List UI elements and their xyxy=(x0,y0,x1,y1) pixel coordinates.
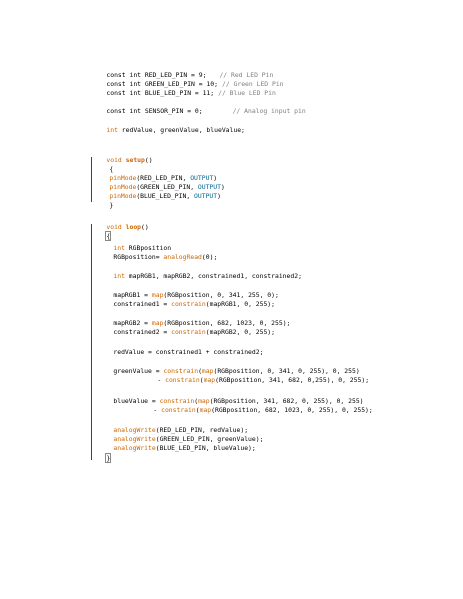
code-line-declare-values xyxy=(91,118,245,134)
code-function: constrain xyxy=(171,300,206,308)
code-keyword: int xyxy=(106,126,118,134)
code-line-red-pin xyxy=(91,63,274,79)
code-text: (0); xyxy=(201,253,218,261)
code-line-map-rgb2 xyxy=(98,311,291,327)
code-line-map-rgb1 xyxy=(98,283,279,299)
code-text: (RGBposition, 341, 682, 0,255), 0, 255); xyxy=(215,376,370,384)
code-function: analogWrite xyxy=(113,435,156,443)
code-line-red-value xyxy=(98,340,264,356)
code-line-green-value-cont xyxy=(142,368,370,384)
code-text: (BLUE_LED_PIN, xyxy=(136,192,195,200)
code-line-setup-open xyxy=(94,157,114,173)
code-text: - xyxy=(153,406,162,414)
code-text: (RGBposition, 0, 341, 255, 0); xyxy=(163,291,279,299)
code-line-green-value xyxy=(98,359,360,375)
code-line-declare-maps xyxy=(98,264,302,280)
code-function: analogRead xyxy=(163,253,202,261)
code-function: pinMode xyxy=(109,174,137,182)
code-text: ) xyxy=(220,183,225,191)
block-bracket-line xyxy=(91,224,92,460)
code-text: (RGBposition, 0, 341, 0, 255), 0, 255) xyxy=(213,367,360,375)
code-text: greenValue = xyxy=(113,367,164,375)
code-line-blue-pin xyxy=(91,81,276,97)
code-text: (GREEN_LED_PIN, greenValue); xyxy=(155,435,264,443)
code-function: constrain xyxy=(165,376,200,384)
code-text: RGBposition xyxy=(124,244,172,252)
code-text: - xyxy=(157,376,166,384)
code-line-pinmode-red xyxy=(94,166,218,182)
code-keyword: int xyxy=(113,272,125,280)
code-text: (mapRGB2, 0, 255); xyxy=(205,328,276,336)
code-text: RGBposition= xyxy=(113,253,164,261)
code-text: ) xyxy=(213,174,218,182)
code-function: constrain xyxy=(171,328,206,336)
code-function: pinMode xyxy=(109,183,137,191)
code-keyword: void xyxy=(106,223,122,231)
code-line-constrain-2 xyxy=(98,320,276,336)
code-text: ( xyxy=(194,397,199,405)
code-comment: // Red LED Pin xyxy=(219,71,274,79)
code-text: const int BLUE_LED_PIN = 11; xyxy=(106,89,215,97)
code-function: map xyxy=(199,406,212,414)
code-function: map xyxy=(198,397,210,405)
code-text: redValue, greenValue, blueValue; xyxy=(117,126,245,134)
code-text: redValue = constrained1 + constrained2; xyxy=(113,348,264,356)
code-text: ( xyxy=(198,367,202,375)
code-line-green-pin xyxy=(91,72,284,88)
code-line-blue-value xyxy=(98,389,364,405)
code-constant: OUTPUT xyxy=(197,183,221,191)
code-text: () xyxy=(141,223,149,231)
code-function: map xyxy=(151,291,164,299)
code-text: (RGBposition, 682, 1023, 0, 255), 0, 255); xyxy=(211,406,373,414)
code-text: mapRGB1 = xyxy=(113,291,152,299)
code-text: (BLUE_LED_PIN, blueValue); xyxy=(155,444,256,452)
code-function: map xyxy=(203,376,216,384)
code-function: constrain xyxy=(163,367,199,375)
code-text: ) xyxy=(217,192,221,200)
code-comment: // Blue LED Pin xyxy=(218,89,276,97)
code-function-name: setup xyxy=(125,156,145,164)
code-line-pinmode-green xyxy=(94,175,225,191)
code-line-loop-signature xyxy=(91,215,149,231)
code-text: () xyxy=(144,156,153,164)
code-function: constrain xyxy=(161,406,196,414)
code-line-blue-value-cont xyxy=(138,398,373,414)
code-text: const int RED_LED_PIN = 9; xyxy=(106,71,207,79)
code-text: (RGBposition, 682, 1023, 0, 255); xyxy=(163,319,291,327)
code-comment: // Analog input pin xyxy=(232,107,306,115)
code-line-pinmode-blue xyxy=(94,184,221,200)
code-text: const int GREEN_LED_PIN = 10; xyxy=(106,80,218,88)
code-comment: // Green LED Pin xyxy=(221,80,284,88)
code-text: constrained1 = xyxy=(113,300,172,308)
code-text: (RED_LED_PIN, xyxy=(136,174,191,182)
matching-brace-highlight: { xyxy=(106,232,111,240)
code-keyword: int xyxy=(113,244,125,252)
code-function: pinMode xyxy=(109,192,137,200)
code-function: map xyxy=(151,319,164,327)
code-function: constrain xyxy=(159,397,195,405)
code-line-constrain-1 xyxy=(98,292,276,308)
code-line-setup-close xyxy=(94,193,114,209)
code-line-read-sensor xyxy=(98,245,218,261)
code-text: const int SENSOR_PIN = 0; xyxy=(106,107,203,115)
code-text: ( xyxy=(195,406,200,414)
code-line-declare-rgbposition xyxy=(98,236,172,252)
code-line-loop-close xyxy=(91,446,111,462)
code-text: (GREEN_LED_PIN, xyxy=(136,183,198,191)
code-function-name: loop xyxy=(125,223,142,231)
code-function: analogWrite xyxy=(113,426,156,434)
code-line-write-green xyxy=(98,427,264,443)
matching-brace-highlight: } xyxy=(106,454,111,462)
code-line-write-blue xyxy=(98,436,256,452)
code-text: { xyxy=(109,165,114,173)
code-text: blueValue = xyxy=(113,397,160,405)
code-text: (mapRGB1, 0, 255); xyxy=(205,300,276,308)
code-function: map xyxy=(201,367,214,375)
code-text: } xyxy=(109,201,114,209)
code-keyword: void xyxy=(106,156,122,164)
code-constant: OUTPUT xyxy=(190,174,214,182)
code-line-write-red xyxy=(98,418,249,434)
code-constant: OUTPUT xyxy=(194,192,218,200)
code-text: constrained2 = xyxy=(113,328,172,336)
code-line-sensor-pin xyxy=(91,99,306,115)
code-text: ( xyxy=(199,376,204,384)
code-line-loop-open xyxy=(91,224,111,240)
code-function: analogWrite xyxy=(113,444,156,452)
code-text: mapRGB1, mapRGB2, constrained1, constrained2; xyxy=(124,272,302,280)
code-text: mapRGB2 = xyxy=(113,319,152,327)
code-line-setup-signature xyxy=(91,148,153,164)
code-text: (RED_LED_PIN, redValue); xyxy=(155,426,249,434)
block-bracket-line xyxy=(91,157,92,202)
code-text: (RGBposition, 341, 682, 0, 255), 0, 255) xyxy=(209,397,364,405)
